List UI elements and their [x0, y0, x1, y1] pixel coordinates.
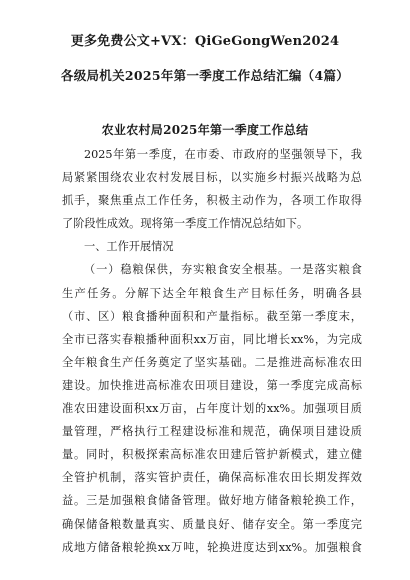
paragraph-line: 确保储备粮数量真实、质量良好、储存安全。第一季度完 — [62, 517, 362, 531]
paragraph-line: 成地方储备粮轮换xx万吨，轮换进度达到xx%。加强粮食 — [62, 540, 362, 554]
paragraph-line: （一）稳粮保供，夯实粮食安全根基。一是落实粮食 — [84, 263, 362, 277]
paragraph-line: 量管理，严格执行工程建设标准和规范，确保项目建设质 — [62, 425, 362, 439]
paragraph-line: 益。三是加强粮食储备管理。做好地方储备粮轮换工作， — [62, 494, 362, 508]
paragraph-line: 全年粮食生产任务奠定了坚实基础。二是推进高标准农田 — [62, 355, 362, 369]
document-title: 各级局机关2025年第一季度工作总结汇编（4篇） — [60, 68, 350, 83]
promo-header: 更多免费公文+VX：QiGeGongWen2024 — [70, 34, 340, 49]
paragraph-line: 准农田建设面积xx万亩，占年度计划的xx%。加强项目质 — [62, 402, 362, 416]
section-title: 农业农村局2025年第一季度工作总结 — [101, 123, 309, 137]
paragraph-line: 生产任务。分解下达全年粮食生产目标任务，明确各县 — [62, 286, 362, 300]
paragraph-line: 局紧紧围绕农业农村发展目标，以实施乡村振兴战略为总 — [62, 171, 362, 185]
paragraph-line: （市、区）粮食播种面积和产量指标。截至第一季度末， — [62, 309, 362, 323]
body-text — [62, 143, 362, 559]
paragraph-line: 了阶段性成效。现将第一季度工作情况总结如下。 — [62, 217, 309, 231]
paragraph-line: 建设。加快推进高标准农田项目建设，第一季度完成高标 — [62, 378, 362, 392]
paragraph-line: 全市已落实春粮播种面积xx万亩，同比增长xx%，为完成 — [62, 332, 362, 346]
paragraph-line: 2025年第一季度，在市委、市政府的坚强领导下，我 — [84, 148, 362, 161]
paragraph-line: 全管护机制，落实管护责任，确保高标准农田长期发挥效 — [62, 471, 362, 485]
paragraph-line: 一、工作开展情况 — [84, 240, 174, 254]
paragraph-line: 抓手，聚焦重点工作任务，积极主动作为，各项工作取得 — [62, 194, 362, 208]
paragraph-line: 量。同时，积极探索高标准农田建后管护新模式，建立健 — [62, 448, 362, 462]
